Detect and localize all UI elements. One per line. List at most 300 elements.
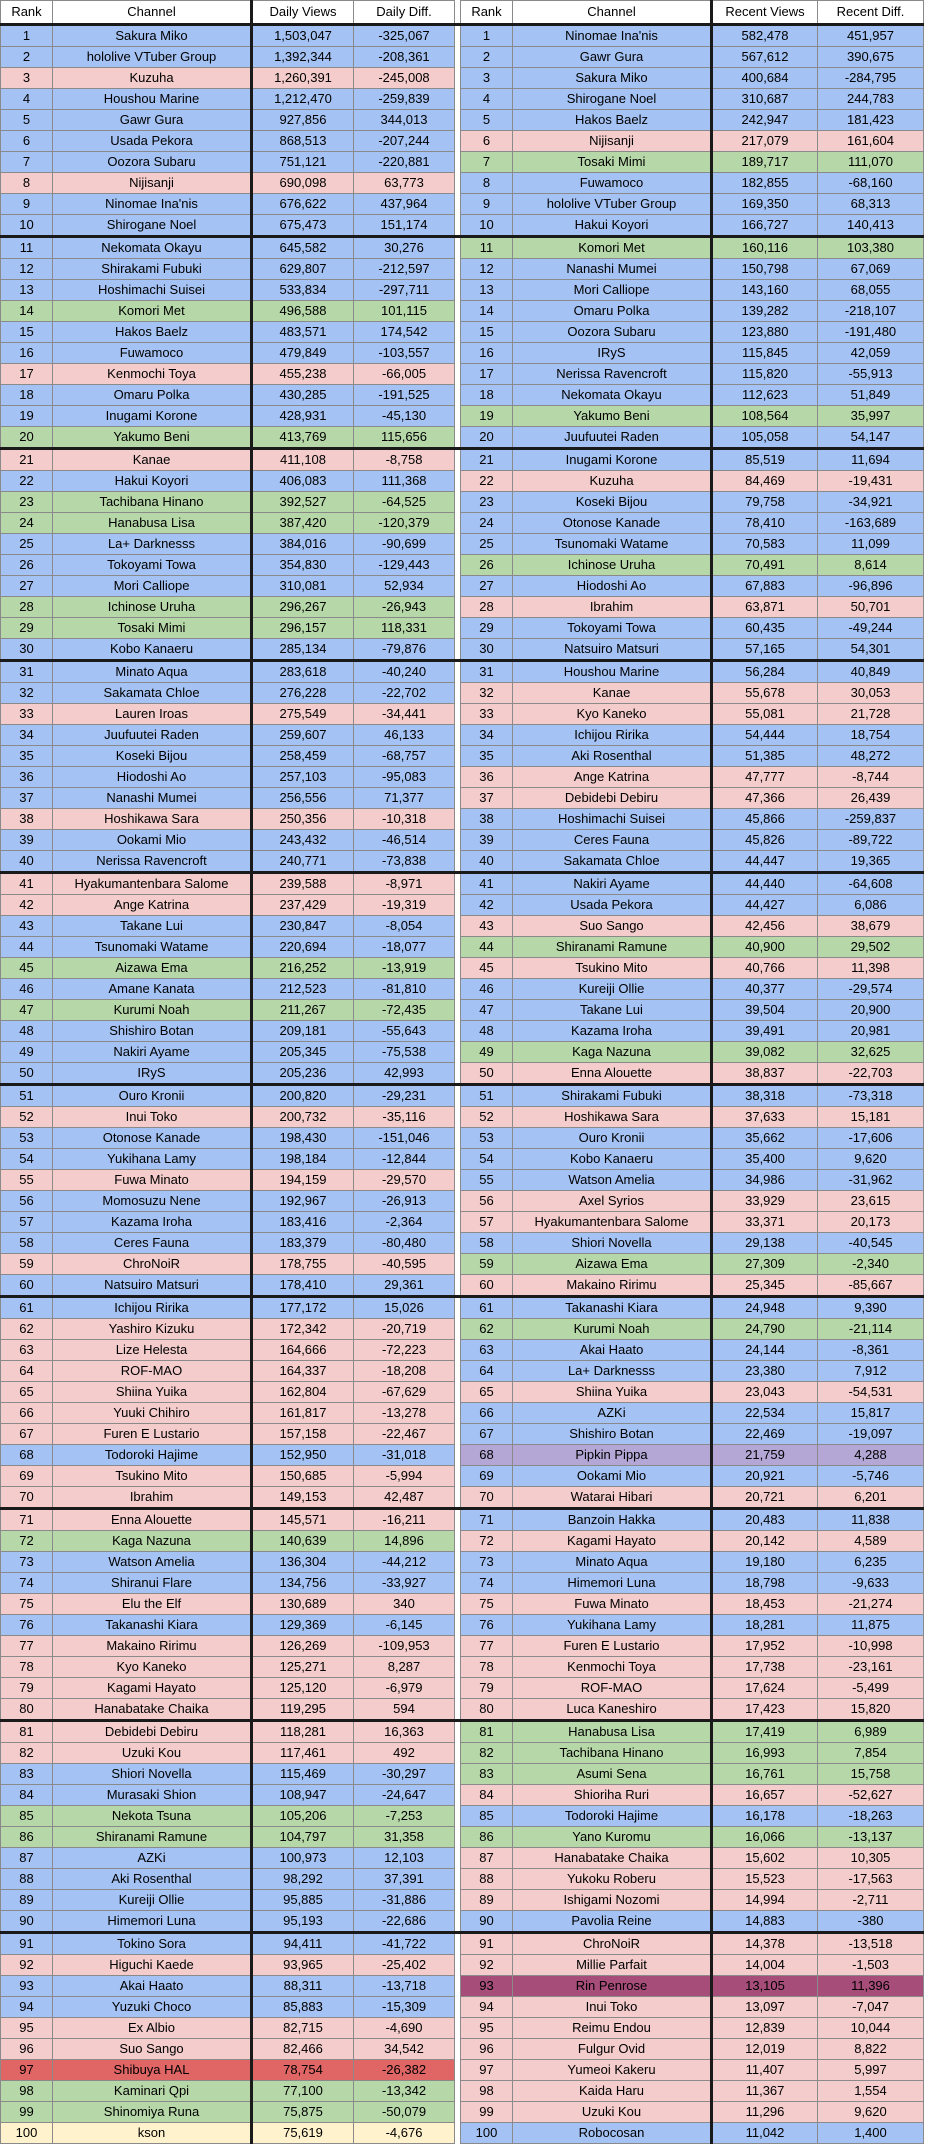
right-views-cell: 40,900 bbox=[712, 937, 818, 958]
left-channel-cell: Nekomata Okayu bbox=[53, 237, 252, 259]
left-channel-cell: Hakos Baelz bbox=[53, 322, 252, 343]
left-diff-cell: 111,368 bbox=[354, 471, 455, 492]
left-views-cell: 387,420 bbox=[252, 513, 354, 534]
right-diff-cell: -8,361 bbox=[818, 1340, 924, 1361]
table-body bbox=[1, 25, 924, 2144]
right-views-cell: 67,883 bbox=[712, 576, 818, 597]
table-row bbox=[1, 1531, 924, 1552]
right-rank-cell: 83 bbox=[461, 1764, 513, 1785]
left-diff-cell: 8,287 bbox=[354, 1657, 455, 1678]
right-views-cell: 143,160 bbox=[712, 280, 818, 301]
left-channel-cell: Komori Met bbox=[53, 301, 252, 322]
left-rank-cell: 39 bbox=[1, 830, 53, 851]
right-rank-cell: 62 bbox=[461, 1319, 513, 1340]
right-channel-cell: Fuwamoco bbox=[513, 173, 712, 194]
left-channel-cell: Inugami Korone bbox=[53, 406, 252, 427]
left-diff-cell: -31,018 bbox=[354, 1445, 455, 1466]
left-rank-cell: 4 bbox=[1, 89, 53, 110]
left-channel-cell: kson bbox=[53, 2123, 252, 2144]
right-diff-cell: 10,305 bbox=[818, 1848, 924, 1869]
table-row bbox=[1, 1764, 924, 1785]
left-rank-cell: 15 bbox=[1, 322, 53, 343]
left-rank-cell: 99 bbox=[1, 2102, 53, 2123]
right-diff-cell: 68,055 bbox=[818, 280, 924, 301]
left-channel-cell: Kurumi Noah bbox=[53, 1000, 252, 1021]
left-diff-cell: -35,116 bbox=[354, 1107, 455, 1128]
left-channel-cell: Inui Toko bbox=[53, 1107, 252, 1128]
table-row bbox=[1, 1594, 924, 1615]
left-diff-cell: -297,711 bbox=[354, 280, 455, 301]
left-rank-cell: 16 bbox=[1, 343, 53, 364]
left-channel-cell: Shiina Yuika bbox=[53, 1382, 252, 1403]
left-channel-cell: Ichinose Uruha bbox=[53, 597, 252, 618]
left-rank-cell: 54 bbox=[1, 1149, 53, 1170]
right-rank-cell: 57 bbox=[461, 1212, 513, 1233]
right-channel-cell: Yakumo Beni bbox=[513, 406, 712, 427]
right-diff-cell: 7,912 bbox=[818, 1361, 924, 1382]
left-channel-cell: hololive VTuber Group bbox=[53, 47, 252, 68]
right-rank-cell: 15 bbox=[461, 322, 513, 343]
right-views-cell: 12,019 bbox=[712, 2039, 818, 2060]
right-rank-cell: 94 bbox=[461, 1997, 513, 2018]
left-diff-cell: 594 bbox=[354, 1699, 455, 1721]
left-rank-cell: 17 bbox=[1, 364, 53, 385]
left-rank-cell: 81 bbox=[1, 1721, 53, 1743]
left-views-cell: 237,429 bbox=[252, 895, 354, 916]
right-rank-cell: 99 bbox=[461, 2102, 513, 2123]
right-diff-cell: 54,147 bbox=[818, 427, 924, 449]
right-views-cell: 44,447 bbox=[712, 851, 818, 873]
left-channel-cell: Lauren Iroas bbox=[53, 704, 252, 725]
right-views-cell: 20,921 bbox=[712, 1466, 818, 1487]
right-views-cell: 20,483 bbox=[712, 1509, 818, 1531]
right-views-cell: 400,684 bbox=[712, 68, 818, 89]
table-row bbox=[1, 1976, 924, 1997]
left-views-cell: 276,228 bbox=[252, 683, 354, 704]
right-channel-cell: Ibrahim bbox=[513, 597, 712, 618]
table-row bbox=[1, 152, 924, 173]
table-row bbox=[1, 1743, 924, 1764]
right-rank-cell: 32 bbox=[461, 683, 513, 704]
right-diff-cell: -191,480 bbox=[818, 322, 924, 343]
right-rank-cell: 40 bbox=[461, 851, 513, 873]
left-views-cell: 162,804 bbox=[252, 1382, 354, 1403]
right-rank-cell: 23 bbox=[461, 492, 513, 513]
left-views-cell: 205,236 bbox=[252, 1063, 354, 1085]
left-views-cell: 108,947 bbox=[252, 1785, 354, 1806]
left-views-cell: 209,181 bbox=[252, 1021, 354, 1042]
left-diff-cell: 63,773 bbox=[354, 173, 455, 194]
right-channel-cell: Kagami Hayato bbox=[513, 1531, 712, 1552]
right-views-cell: 14,883 bbox=[712, 1911, 818, 1933]
right-diff-cell: 7,854 bbox=[818, 1743, 924, 1764]
left-diff-cell: -19,319 bbox=[354, 895, 455, 916]
right-rank-cell: 64 bbox=[461, 1361, 513, 1382]
right-views-cell: 150,798 bbox=[712, 259, 818, 280]
left-views-cell: 95,885 bbox=[252, 1890, 354, 1911]
right-diff-cell: 181,423 bbox=[818, 110, 924, 131]
left-views-cell: 125,120 bbox=[252, 1678, 354, 1699]
left-rank-cell: 33 bbox=[1, 704, 53, 725]
left-views-cell: 94,411 bbox=[252, 1933, 354, 1955]
right-channel-cell: Sakamata Chloe bbox=[513, 851, 712, 873]
left-diff-cell: 52,934 bbox=[354, 576, 455, 597]
table-row bbox=[1, 259, 924, 280]
table-row bbox=[1, 47, 924, 68]
left-channel-cell: Yuuki Chihiro bbox=[53, 1403, 252, 1424]
right-views-cell: 16,657 bbox=[712, 1785, 818, 1806]
right-diff-cell: 67,069 bbox=[818, 259, 924, 280]
right-rank-cell: 71 bbox=[461, 1509, 513, 1531]
left-diff-cell: -34,441 bbox=[354, 704, 455, 725]
left-diff-cell: -25,402 bbox=[354, 1955, 455, 1976]
left-diff-cell: -109,953 bbox=[354, 1636, 455, 1657]
right-rank-cell: 39 bbox=[461, 830, 513, 851]
left-rank-cell: 51 bbox=[1, 1085, 53, 1107]
right-channel-cell: Nanashi Mumei bbox=[513, 259, 712, 280]
right-views-cell: 15,523 bbox=[712, 1869, 818, 1890]
right-diff-cell: 8,822 bbox=[818, 2039, 924, 2060]
right-channel-cell: Hanabusa Lisa bbox=[513, 1721, 712, 1743]
left-diff-cell: -22,467 bbox=[354, 1424, 455, 1445]
left-views-cell: 130,689 bbox=[252, 1594, 354, 1615]
left-views-cell: 413,769 bbox=[252, 427, 354, 449]
right-diff-cell: -22,703 bbox=[818, 1063, 924, 1085]
right-channel-cell: Takanashi Kiara bbox=[513, 1297, 712, 1319]
right-rank-cell: 25 bbox=[461, 534, 513, 555]
right-channel-cell: Reimu Endou bbox=[513, 2018, 712, 2039]
left-channel-cell: Hiodoshi Ao bbox=[53, 767, 252, 788]
left-channel-cell: Fuwa Minato bbox=[53, 1170, 252, 1191]
left-rank-cell: 87 bbox=[1, 1848, 53, 1869]
left-channel-cell: Tachibana Hinano bbox=[53, 492, 252, 513]
right-diff-cell: 11,694 bbox=[818, 449, 924, 471]
right-diff-cell: 11,396 bbox=[818, 1976, 924, 1997]
left-rank-cell: 42 bbox=[1, 895, 53, 916]
right-diff-cell: 18,754 bbox=[818, 725, 924, 746]
table-row bbox=[1, 725, 924, 746]
right-views-cell: 17,952 bbox=[712, 1636, 818, 1657]
right-views-cell: 39,491 bbox=[712, 1021, 818, 1042]
table-row bbox=[1, 1997, 924, 2018]
left-channel-cell: Debidebi Debiru bbox=[53, 1721, 252, 1743]
right-diff-cell: -9,633 bbox=[818, 1573, 924, 1594]
right-views-cell: 57,165 bbox=[712, 639, 818, 661]
table-row bbox=[1, 364, 924, 385]
right-channel-cell: Houshou Marine bbox=[513, 661, 712, 683]
right-rank-cell: 48 bbox=[461, 1021, 513, 1042]
table-row bbox=[1, 597, 924, 618]
left-diff-cell: -207,244 bbox=[354, 131, 455, 152]
table-row bbox=[1, 1445, 924, 1466]
table-row bbox=[1, 1149, 924, 1170]
right-rank-cell: 26 bbox=[461, 555, 513, 576]
right-views-cell: 16,761 bbox=[712, 1764, 818, 1785]
left-channel-cell: Nekota Tsuna bbox=[53, 1806, 252, 1827]
right-diff-cell: 6,989 bbox=[818, 1721, 924, 1743]
table-row bbox=[1, 1107, 924, 1128]
right-diff-cell: -55,913 bbox=[818, 364, 924, 385]
right-channel-cell: Komori Met bbox=[513, 237, 712, 259]
right-diff-cell: 21,728 bbox=[818, 704, 924, 725]
right-diff-cell: 51,849 bbox=[818, 385, 924, 406]
left-diff-cell: 340 bbox=[354, 1594, 455, 1615]
right-views-cell: 115,845 bbox=[712, 343, 818, 364]
table-row bbox=[1, 1487, 924, 1509]
left-channel-cell: La+ Darknesss bbox=[53, 534, 252, 555]
left-channel-cell: Ichijou Ririka bbox=[53, 1297, 252, 1319]
left-diff-cell: -13,342 bbox=[354, 2081, 455, 2102]
left-views-cell: 129,369 bbox=[252, 1615, 354, 1636]
left-views-cell: 93,965 bbox=[252, 1955, 354, 1976]
right-rank-cell: 82 bbox=[461, 1743, 513, 1764]
left-rank-cell: 9 bbox=[1, 194, 53, 215]
left-diff-cell: -129,443 bbox=[354, 555, 455, 576]
left-rank-cell: 91 bbox=[1, 1933, 53, 1955]
left-views-cell: 483,571 bbox=[252, 322, 354, 343]
right-diff-cell: 11,838 bbox=[818, 1509, 924, 1531]
table-row bbox=[1, 1721, 924, 1743]
right-channel-cell: Robocosan bbox=[513, 2123, 712, 2144]
table-row bbox=[1, 1785, 924, 1806]
right-views-cell: 35,662 bbox=[712, 1128, 818, 1149]
right-views-cell: 63,871 bbox=[712, 597, 818, 618]
table-row bbox=[1, 1297, 924, 1319]
left-views-cell: 172,342 bbox=[252, 1319, 354, 1340]
right-rank-cell: 97 bbox=[461, 2060, 513, 2081]
left-channel-cell: Koseki Bijou bbox=[53, 746, 252, 767]
left-channel-cell: Kuzuha bbox=[53, 68, 252, 89]
right-channel-cell: Ichinose Uruha bbox=[513, 555, 712, 576]
left-rank-cell: 43 bbox=[1, 916, 53, 937]
right-rank-cell: 50 bbox=[461, 1063, 513, 1085]
left-diff-cell: -45,130 bbox=[354, 406, 455, 427]
left-channel-cell: Akai Haato bbox=[53, 1976, 252, 1997]
right-channel-cell: ChroNoiR bbox=[513, 1933, 712, 1955]
left-diff-cell: -4,690 bbox=[354, 2018, 455, 2039]
right-channel-cell: Tokoyami Towa bbox=[513, 618, 712, 639]
right-channel-cell: Yumeoi Kakeru bbox=[513, 2060, 712, 2081]
left-views-cell: 95,193 bbox=[252, 1911, 354, 1933]
right-views-cell: 19,180 bbox=[712, 1552, 818, 1573]
right-diff-cell: -52,627 bbox=[818, 1785, 924, 1806]
table-row bbox=[1, 937, 924, 958]
left-diff-cell: -15,309 bbox=[354, 1997, 455, 2018]
right-views-cell: 160,116 bbox=[712, 237, 818, 259]
right-rank-cell: 8 bbox=[461, 173, 513, 194]
right-channel-cell: Axel Syrios bbox=[513, 1191, 712, 1212]
left-channel-cell: Yakumo Beni bbox=[53, 427, 252, 449]
left-channel-cell: Hanabusa Lisa bbox=[53, 513, 252, 534]
left-views-cell: 192,967 bbox=[252, 1191, 354, 1212]
right-views-cell: 115,820 bbox=[712, 364, 818, 385]
left-channel-cell: Kenmochi Toya bbox=[53, 364, 252, 385]
right-rank-cell: 11 bbox=[461, 237, 513, 259]
right-views-cell: 189,717 bbox=[712, 152, 818, 173]
left-diff-cell: 118,331 bbox=[354, 618, 455, 639]
left-diff-cell: 31,358 bbox=[354, 1827, 455, 1848]
table-row bbox=[1, 280, 924, 301]
right-channel-cell: Tsukino Mito bbox=[513, 958, 712, 979]
left-diff-cell: -81,810 bbox=[354, 979, 455, 1000]
left-diff-cell: -2,364 bbox=[354, 1212, 455, 1233]
right-diff-cell: 9,620 bbox=[818, 1149, 924, 1170]
left-views-cell: 1,392,344 bbox=[252, 47, 354, 68]
left-channel-cell: Shinomiya Runa bbox=[53, 2102, 252, 2123]
left-channel-cell: Murasaki Shion bbox=[53, 1785, 252, 1806]
left-diff-cell: 29,361 bbox=[354, 1275, 455, 1297]
right-channel-cell: Akai Haato bbox=[513, 1340, 712, 1361]
left-views-cell: 406,083 bbox=[252, 471, 354, 492]
right-rank-cell: 43 bbox=[461, 916, 513, 937]
table-row bbox=[1, 343, 924, 364]
right-rank-cell: 35 bbox=[461, 746, 513, 767]
left-views-cell: 211,267 bbox=[252, 1000, 354, 1021]
right-channel-cell: Ceres Fauna bbox=[513, 830, 712, 851]
right-views-cell: 17,624 bbox=[712, 1678, 818, 1699]
left-views-cell: 164,666 bbox=[252, 1340, 354, 1361]
left-channel-cell: Uzuki Kou bbox=[53, 1743, 252, 1764]
left-views-cell: 178,755 bbox=[252, 1254, 354, 1275]
right-views-cell: 45,826 bbox=[712, 830, 818, 851]
left-diff-cell: -68,757 bbox=[354, 746, 455, 767]
left-views-cell: 164,337 bbox=[252, 1361, 354, 1382]
left-diff-cell: -73,838 bbox=[354, 851, 455, 873]
right-rank-cell: 37 bbox=[461, 788, 513, 809]
left-diff-cell: 12,103 bbox=[354, 1848, 455, 1869]
right-channel-cell: Shishiro Botan bbox=[513, 1424, 712, 1445]
left-rank-cell: 24 bbox=[1, 513, 53, 534]
right-rank-cell: 67 bbox=[461, 1424, 513, 1445]
right-channel-cell: Hoshikawa Sara bbox=[513, 1107, 712, 1128]
right-rank-cell: 22 bbox=[461, 471, 513, 492]
right-channel-cell: Nijisanji bbox=[513, 131, 712, 152]
left-rank-cell: 79 bbox=[1, 1678, 53, 1699]
table-row bbox=[1, 1191, 924, 1212]
right-channel-cell: IRyS bbox=[513, 343, 712, 364]
left-channel-cell: Fuwamoco bbox=[53, 343, 252, 364]
left-diff-cell: -10,318 bbox=[354, 809, 455, 830]
right-rank-cell: 42 bbox=[461, 895, 513, 916]
right-channel-cell: Uzuki Kou bbox=[513, 2102, 712, 2123]
right-views-cell: 18,453 bbox=[712, 1594, 818, 1615]
right-channel-cell: Ninomae Ina'nis bbox=[513, 25, 712, 47]
table-row bbox=[1, 1085, 924, 1107]
left-views-cell: 200,732 bbox=[252, 1107, 354, 1128]
right-views-cell: 29,138 bbox=[712, 1233, 818, 1254]
left-channel-cell: Tokoyami Towa bbox=[53, 555, 252, 576]
left-rank-cell: 8 bbox=[1, 173, 53, 194]
right-views-cell: 11,296 bbox=[712, 2102, 818, 2123]
right-views-cell: 44,440 bbox=[712, 873, 818, 895]
table-row bbox=[1, 68, 924, 89]
table-row bbox=[1, 916, 924, 937]
right-channel-cell: Tosaki Mimi bbox=[513, 152, 712, 173]
right-rank-cell: 49 bbox=[461, 1042, 513, 1063]
right-rank-cell: 95 bbox=[461, 2018, 513, 2039]
left-channel-cell: Minato Aqua bbox=[53, 661, 252, 683]
left-rank-cell: 82 bbox=[1, 1743, 53, 1764]
left-rank-cell: 92 bbox=[1, 1955, 53, 1976]
right-rank-cell: 45 bbox=[461, 958, 513, 979]
table-row bbox=[1, 555, 924, 576]
right-diff-cell: 161,604 bbox=[818, 131, 924, 152]
left-channel-cell: Sakura Miko bbox=[53, 25, 252, 47]
right-diff-cell: -5,746 bbox=[818, 1466, 924, 1487]
table-row bbox=[1, 215, 924, 237]
right-rank-cell: 89 bbox=[461, 1890, 513, 1911]
right-diff-cell: 451,957 bbox=[818, 25, 924, 47]
right-views-cell: 35,400 bbox=[712, 1149, 818, 1170]
left-diff-cell: -4,676 bbox=[354, 2123, 455, 2144]
left-channel-cell: Enna Alouette bbox=[53, 1509, 252, 1531]
right-channel-cell: Rin Penrose bbox=[513, 1976, 712, 1997]
table-row bbox=[1, 895, 924, 916]
left-views-cell: 104,797 bbox=[252, 1827, 354, 1848]
left-views-cell: 283,618 bbox=[252, 661, 354, 683]
right-channel-cell: Todoroki Hajime bbox=[513, 1806, 712, 1827]
left-views-cell: 136,304 bbox=[252, 1552, 354, 1573]
right-channel-cell: Nekomata Okayu bbox=[513, 385, 712, 406]
right-diff-cell: -34,921 bbox=[818, 492, 924, 513]
right-diff-cell: -19,431 bbox=[818, 471, 924, 492]
left-channel-cell: Suo Sango bbox=[53, 2039, 252, 2060]
right-channel-cell: Watarai Hibari bbox=[513, 1487, 712, 1509]
left-rank-cell: 45 bbox=[1, 958, 53, 979]
right-rank-cell: 7 bbox=[461, 152, 513, 173]
left-diff-cell: -13,919 bbox=[354, 958, 455, 979]
right-rank-cell: 4 bbox=[461, 89, 513, 110]
right-diff-cell: 42,059 bbox=[818, 343, 924, 364]
table-row bbox=[1, 1678, 924, 1699]
right-rank-cell: 60 bbox=[461, 1275, 513, 1297]
left-rank-cell: 86 bbox=[1, 1827, 53, 1848]
right-rank-cell: 29 bbox=[461, 618, 513, 639]
left-channel-cell: Houshou Marine bbox=[53, 89, 252, 110]
table-row bbox=[1, 873, 924, 895]
left-channel-cell: Ibrahim bbox=[53, 1487, 252, 1509]
left-channel-cell: Yukihana Lamy bbox=[53, 1149, 252, 1170]
right-views-cell: 11,367 bbox=[712, 2081, 818, 2102]
table-row bbox=[1, 1403, 924, 1424]
left-rank-cell: 13 bbox=[1, 280, 53, 301]
right-rank-cell: 58 bbox=[461, 1233, 513, 1254]
left-diff-cell: -26,943 bbox=[354, 597, 455, 618]
left-rank-cell: 21 bbox=[1, 449, 53, 471]
left-views-cell: 428,931 bbox=[252, 406, 354, 427]
left-rank-cell: 71 bbox=[1, 1509, 53, 1531]
left-diff-cell: 15,026 bbox=[354, 1297, 455, 1319]
left-diff-cell: 34,542 bbox=[354, 2039, 455, 2060]
left-diff-cell: 16,363 bbox=[354, 1721, 455, 1743]
left-channel-cell: Shiranui Flare bbox=[53, 1573, 252, 1594]
left-rank-cell: 60 bbox=[1, 1275, 53, 1297]
table-row bbox=[1, 449, 924, 471]
left-rank-cell: 30 bbox=[1, 639, 53, 661]
table-row bbox=[1, 1509, 924, 1531]
table-row bbox=[1, 767, 924, 788]
left-views-cell: 675,473 bbox=[252, 215, 354, 237]
right-channel-cell: Ishigami Nozomi bbox=[513, 1890, 712, 1911]
left-views-cell: 177,172 bbox=[252, 1297, 354, 1319]
right-rank-cell: 24 bbox=[461, 513, 513, 534]
left-rank-cell: 68 bbox=[1, 1445, 53, 1466]
left-diff-cell: -44,212 bbox=[354, 1552, 455, 1573]
left-views-cell: 200,820 bbox=[252, 1085, 354, 1107]
table-row bbox=[1, 194, 924, 215]
right-channel-cell: Makaino Ririmu bbox=[513, 1275, 712, 1297]
right-channel-cell: Kaga Nazuna bbox=[513, 1042, 712, 1063]
